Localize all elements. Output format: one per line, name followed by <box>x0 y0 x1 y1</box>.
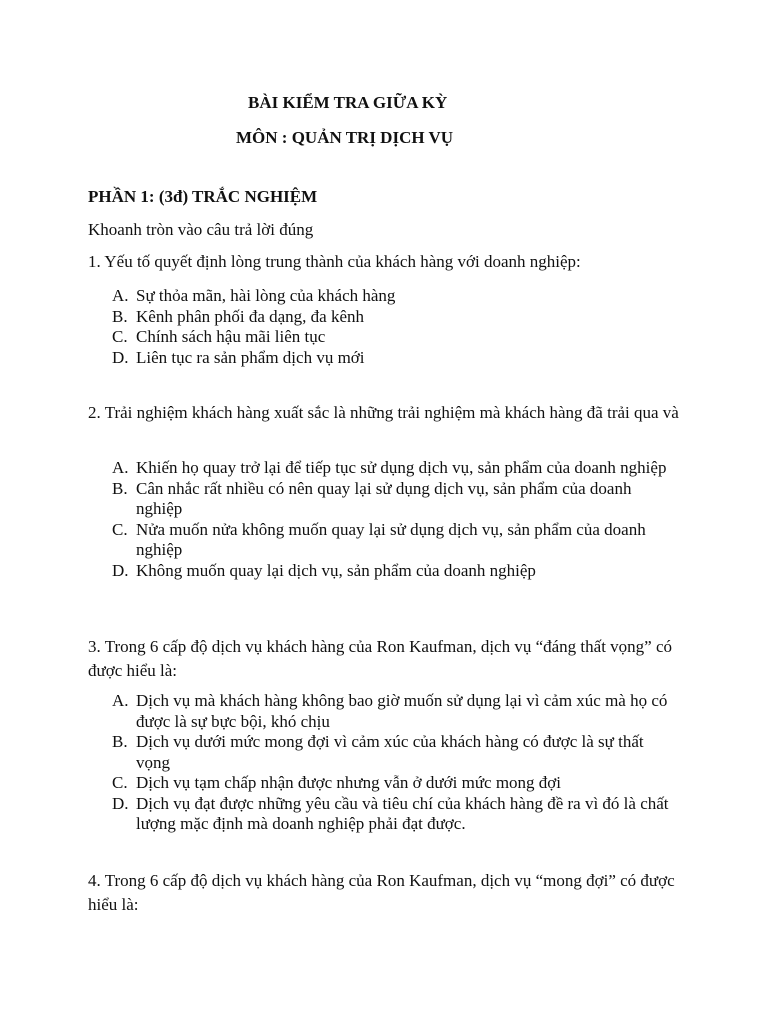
question-2-options <box>112 458 680 581</box>
option-text: Cân nhắc rất nhiều có nên quay lại sử dụng dịch vụ, sản phẩm của doanh nghiệp <box>136 478 632 518</box>
question-3-options <box>112 691 680 835</box>
option-text: Khiến họ quay trở lại để tiếp tục sử dụng dịch vụ, sản phẩm của doanh nghiệp <box>136 458 667 477</box>
option-letter: A. <box>112 286 129 305</box>
option-letter: D. <box>112 560 129 580</box>
exam-title: BÀI KIỂM TRA GIỮA KỲ <box>248 93 448 112</box>
option-1b[interactable] <box>112 307 680 328</box>
section-instruction: Khoanh tròn vào câu trả lời đúng <box>88 220 314 239</box>
option-text: Dịch vụ dưới mức mong đợi vì cảm xúc của khách hàng có được là sự thất vọng <box>136 732 644 772</box>
question-2: 2. Trải nghiệm khách hàng xuất sắc là những trải nghiệm mà khách hàng đã trải qua và <box>88 403 679 422</box>
section-heading: PHẦN 1: (3đ) TRẮC NGHIỆM <box>88 187 318 206</box>
option-text: Sự thỏa mãn, hài lòng của khách hàng <box>136 286 396 305</box>
option-3b[interactable] <box>112 732 680 773</box>
option-letter: A. <box>112 458 129 477</box>
option-text: Liên tục ra sản phẩm dịch vụ mới <box>136 347 365 367</box>
option-text: Chính sách hậu mãi liên tục <box>136 327 326 346</box>
option-letter: C. <box>112 519 128 539</box>
option-text: Nửa muốn nửa không muốn quay lại sử dụng dịch vụ, sản phẩm của doanh nghiệp <box>136 519 646 559</box>
option-2a[interactable] <box>112 458 680 479</box>
option-letter: C. <box>112 327 128 346</box>
question-1: 1. Yếu tố quyết định lòng trung thành của khách hàng với doanh nghiệp: <box>88 252 581 271</box>
option-3c[interactable] <box>112 773 680 794</box>
option-2b[interactable] <box>112 479 680 520</box>
option-3d[interactable] <box>112 794 680 835</box>
option-1c[interactable] <box>112 327 680 348</box>
question-4: 4. Trong 6 cấp độ dịch vụ khách hàng của Ron Kaufman, dịch vụ “mong đợi” có được hiểu là: <box>88 871 675 914</box>
option-text: Kênh phân phối đa dạng, đa kênh <box>136 306 365 326</box>
option-text: Dịch vụ mà khách hàng không bao giờ muốn sử dụng lại vì cảm xúc mà họ có được là sự bực bội, khó chịu <box>136 691 668 731</box>
option-letter: D. <box>112 793 129 813</box>
question-3: 3. Trong 6 cấp độ dịch vụ khách hàng của Ron Kaufman, dịch vụ “đáng thất vọng” có được hiểu là: <box>88 637 673 680</box>
option-text: Dịch vụ tạm chấp nhận được nhưng vẫn ở dưới mức mong đợi <box>136 773 562 792</box>
subject-title: MÔN : QUẢN TRỊ DỊCH VỤ <box>236 128 454 147</box>
option-1a[interactable] <box>112 286 680 307</box>
option-3a[interactable] <box>112 691 680 732</box>
option-1d[interactable] <box>112 348 680 369</box>
option-text: Không muốn quay lại dịch vụ, sản phẩm của doanh nghiệp <box>136 560 536 580</box>
option-letter: B. <box>112 732 128 751</box>
option-2c[interactable] <box>112 520 680 561</box>
option-letter: B. <box>112 306 128 326</box>
option-letter: A. <box>112 691 129 710</box>
option-letter: B. <box>112 478 128 498</box>
option-letter: D. <box>112 347 129 367</box>
option-letter: C. <box>112 773 128 792</box>
option-2d[interactable] <box>112 561 680 582</box>
option-text: Dịch vụ đạt được những yêu cầu và tiêu chí của khách hàng đề ra vì đó là chất lượng mặc định mà doanh nghiệp phải đạt được. <box>136 793 669 833</box>
question-1-options <box>112 286 680 368</box>
